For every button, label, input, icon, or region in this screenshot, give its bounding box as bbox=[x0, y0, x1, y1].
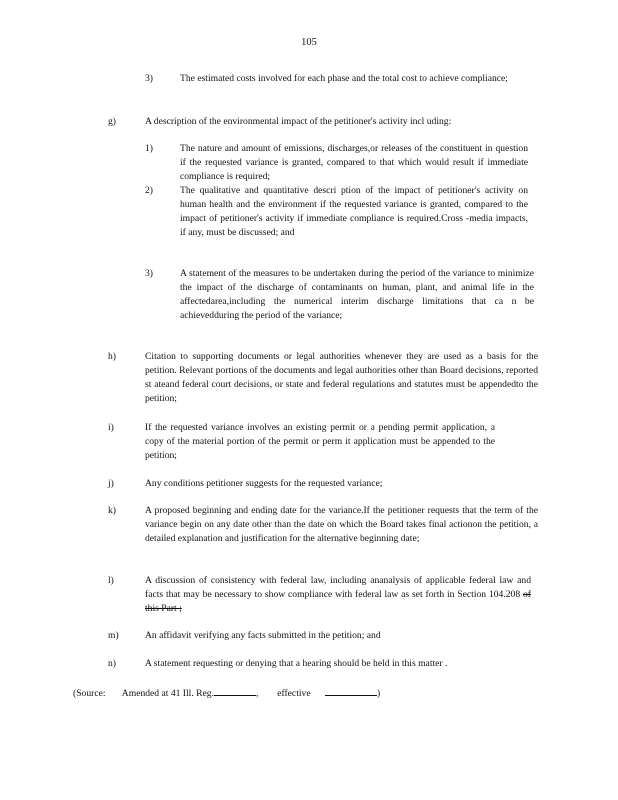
item-marker: 1) bbox=[145, 143, 153, 154]
item-text: The estimated costs involved for each phase and the total cost to achieve compliance; bbox=[180, 73, 508, 84]
item-marker: j) bbox=[108, 478, 114, 489]
page-number: 105 bbox=[301, 37, 317, 48]
register-blank bbox=[214, 685, 256, 696]
source-comma: , bbox=[255, 688, 259, 699]
item-text: A statement of the measures to be undertaken during the period of the variance to minimize the impact of the discharge of contaminants on human, plant, and animal life in the affectedarea,including the numerical interim discharge limitations that ca n be achievedduring the period of the variance; bbox=[180, 268, 534, 321]
source-close: ) bbox=[377, 688, 381, 699]
item-text: An affidavit verifying any facts submitted in the petition; and bbox=[145, 630, 381, 641]
source-open: (Source: bbox=[73, 688, 106, 699]
effective-date-blank bbox=[325, 685, 377, 696]
struck-text: of this Part ; bbox=[145, 589, 531, 614]
item-marker: h) bbox=[108, 351, 116, 362]
item-text: Citation to supporting documents or legal authorities whenever they are used as a basis for the petition. Relevant portions of the documents and legal authorities other than Board decisions, reported st ateand federal court decisions, or state and federal regulations and statutes must be appendedto the petition; bbox=[145, 351, 538, 404]
item-marker: n) bbox=[108, 658, 116, 669]
item-marker: k) bbox=[108, 505, 116, 516]
item-text: A description of the environmental impact of the petitioner's activity incl uding: bbox=[145, 116, 452, 127]
item-marker: i) bbox=[108, 422, 114, 433]
source-note bbox=[73, 685, 380, 701]
item-marker: 3) bbox=[145, 73, 153, 84]
source-effective: effective bbox=[277, 688, 311, 699]
item-marker: m) bbox=[108, 630, 119, 641]
item-text: A proposed beginning and ending date for the variance.If the petitioner requests that the term of the variance begin on any date other than the date on which the Board takes final actionon the petition, a detailed explanation and justification for the alternative beginning date; bbox=[145, 505, 538, 544]
item-marker: g) bbox=[108, 116, 116, 127]
source-amended: Amended at 41 Ill. Reg. bbox=[121, 688, 214, 699]
item-text bbox=[145, 574, 531, 616]
item-text-main: A discussion of consistency with federal law, including ananalysis of applicable federal law and facts that may be necessary to show compliance with federal law as set forth in Section 104.208 bbox=[145, 575, 531, 600]
item-text: A statement requesting or denying that a hearing should be held in this matter . bbox=[145, 658, 448, 669]
item-text: Any conditions petitioner suggests for the requested variance; bbox=[145, 478, 383, 489]
item-text: If the requested variance involves an existing permit or a pending permit application, a copy of the material portion of the permit or perm it application must be appended to the petition; bbox=[145, 422, 495, 461]
item-marker: 2) bbox=[145, 185, 153, 196]
item-marker: 3) bbox=[145, 268, 153, 279]
item-text: The qualitative and quantitative descri ption of the impact of petitioner's activity on human health and the environment if the requested variance is granted, compared to the impact of petitioner's activity if immediate compliance is required.Cross -media impacts, if any, must be discussed; and bbox=[180, 185, 528, 238]
item-text: The nature and amount of emissions, discharges,or releases of the constituent in question if the requested variance is granted, compared to that which would result if immediate compliance is required; bbox=[180, 143, 528, 182]
item-marker: l) bbox=[108, 575, 114, 586]
